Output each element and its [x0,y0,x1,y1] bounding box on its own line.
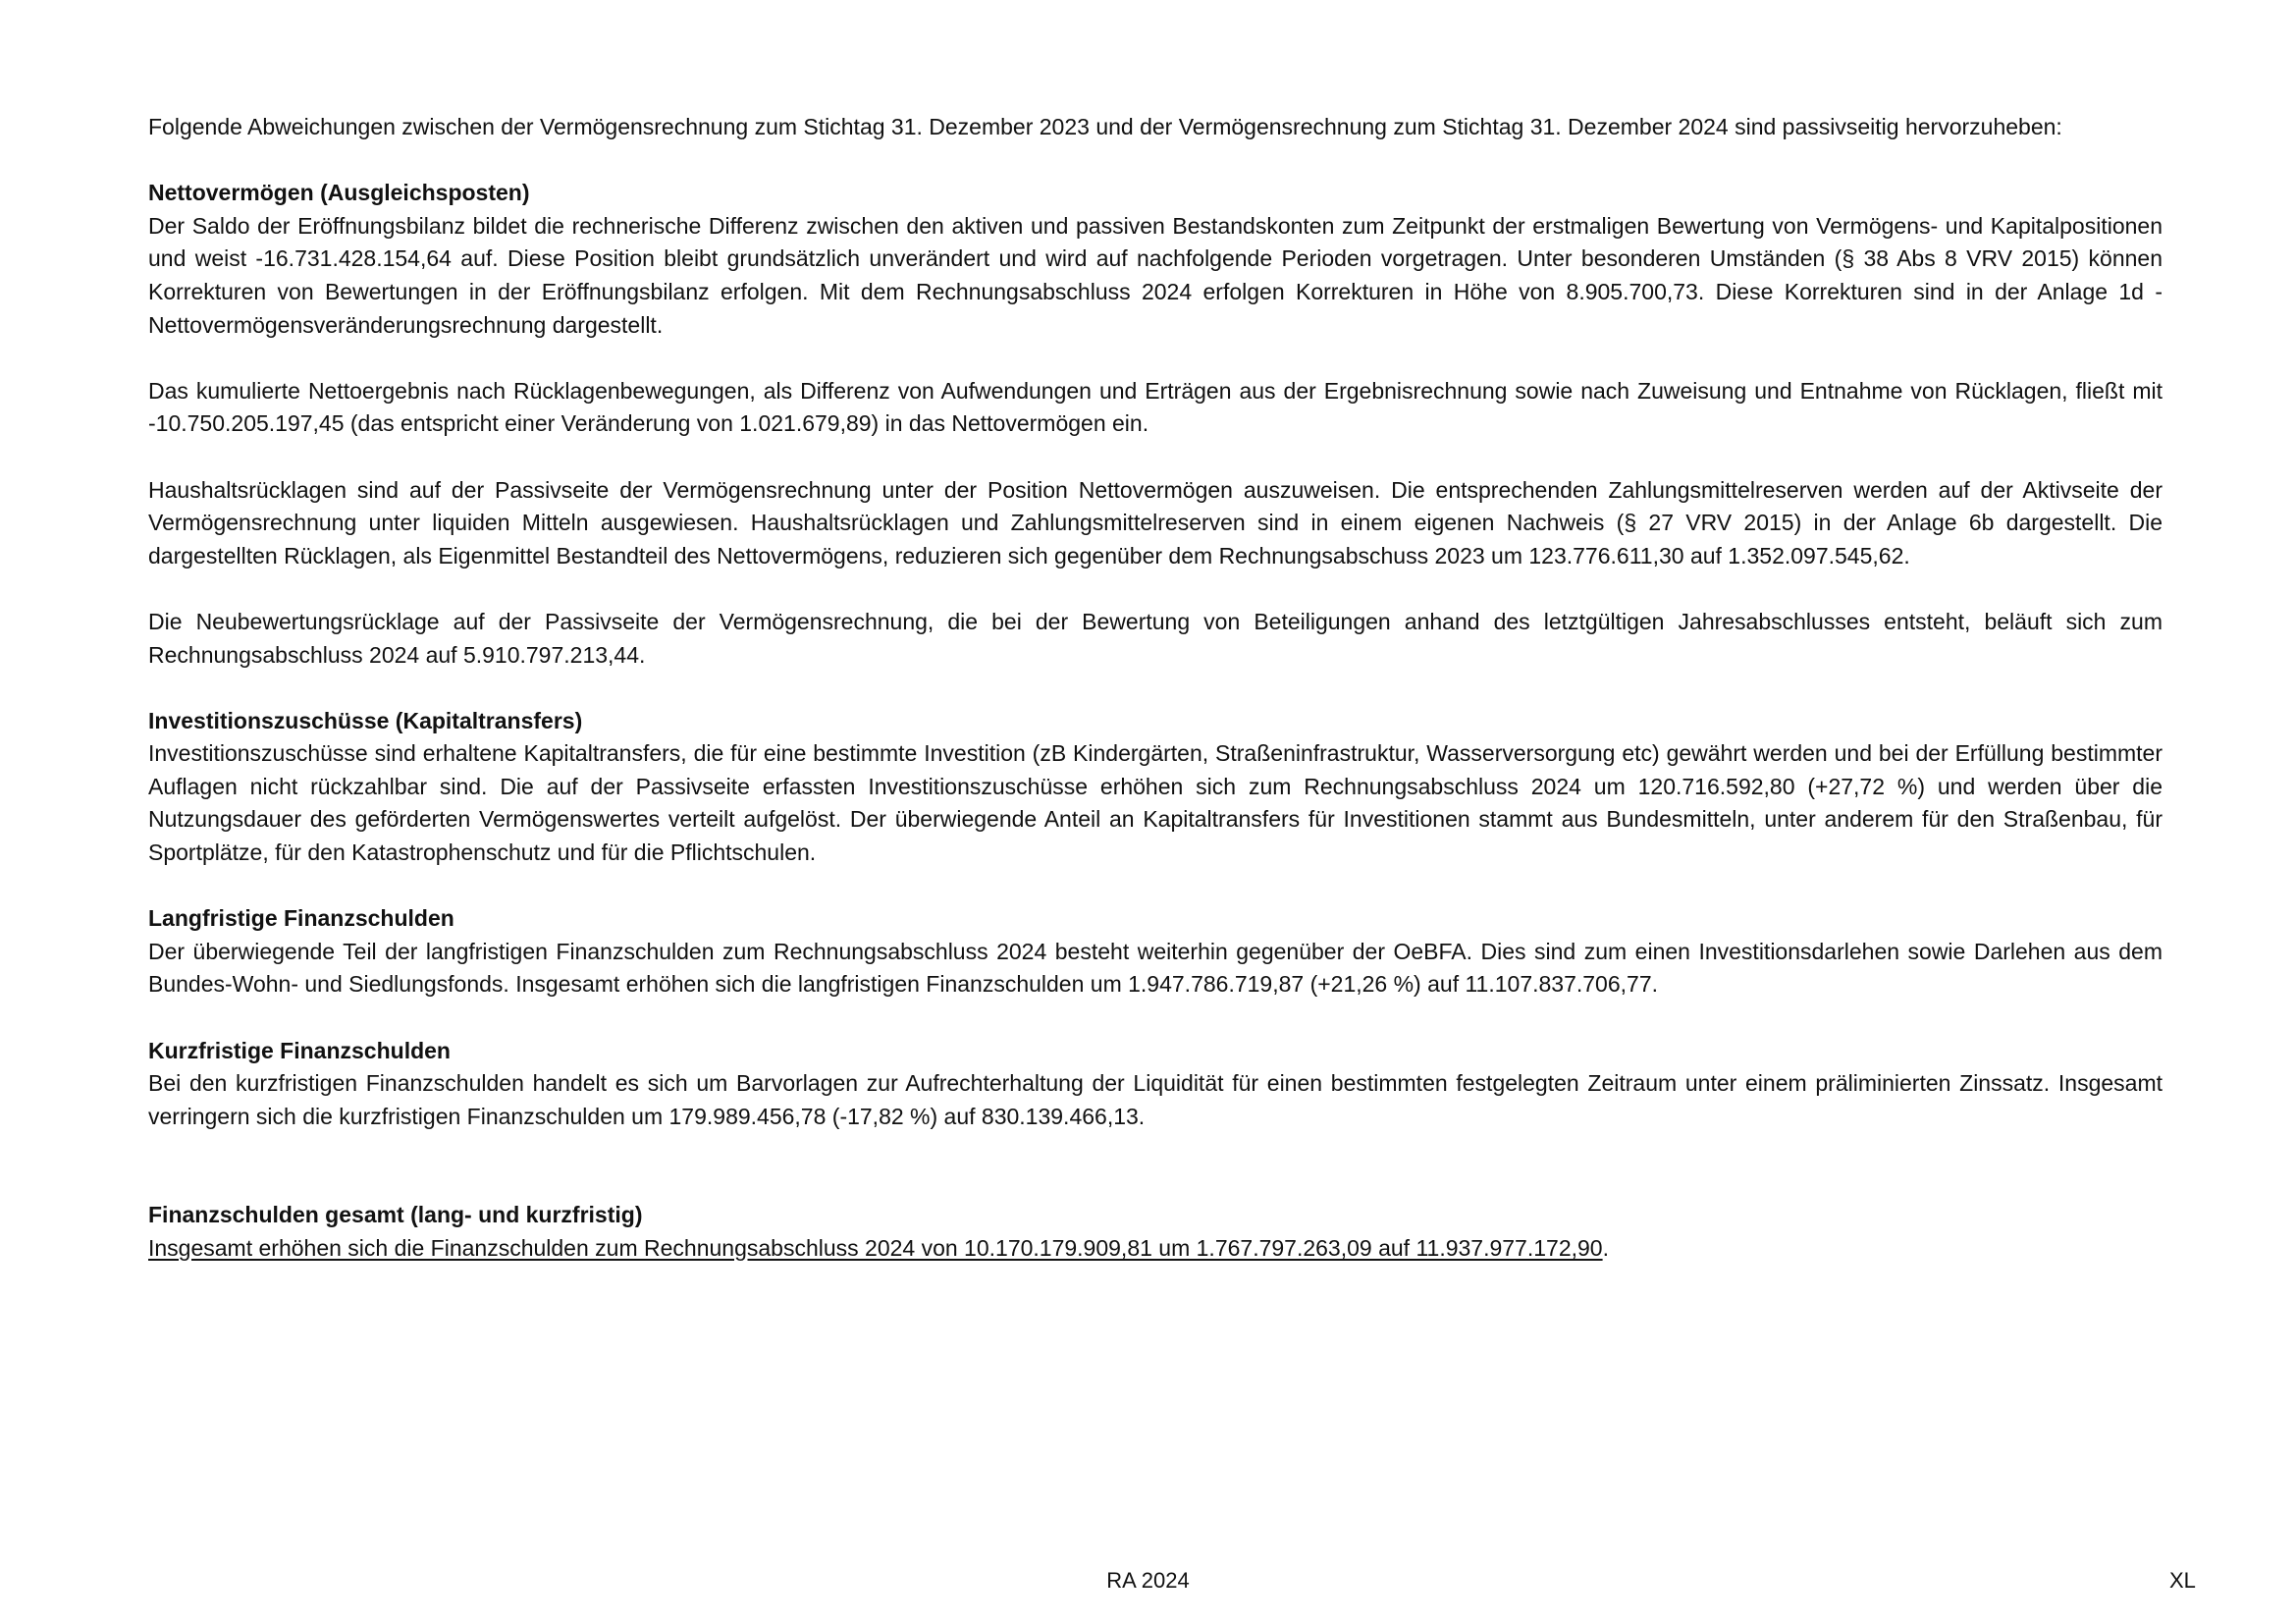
section-langfristige-finanzschulden [148,902,2163,1001]
intro-paragraph: Folgende Abweichungen zwischen der Vermögensrechnung zum Stichtag 31. Dezember 2023 und der Vermögensrechnung zum Stichtag 31. Dezember 2024 sind passivseitig hervorzuheben: [148,114,2062,139]
summary-period: . [1602,1235,1609,1261]
section-heading: Kurzfristige Finanzschulden [148,1037,451,1063]
footer-title: RA 2024 [1106,1568,1190,1593]
section-investitionszuschuesse [148,705,2163,870]
document-body [148,111,2163,1298]
section-kurzfristige-finanzschulden [148,1035,2163,1134]
section-heading: Finanzschulden gesamt (lang- und kurzfristig) [148,1202,643,1228]
section-nettovermoegen [148,177,2163,342]
section-heading: Investitionszuschüsse (Kapitaltransfers) [148,707,583,733]
paragraph: Das kumulierte Nettoergebnis nach Rücklagenbewegungen, als Differenz von Aufwendungen und Erträgen aus der Ergebnisrechnung sowie nach Zuweisung und Entnahme von Rücklagen, fließt mit -10.750.205.197,45 (das entspricht einer Veränderung von 1.021.679,89) in das Nettovermögen ein. [148,377,2163,437]
paragraph: Der überwiegende Teil der langfristigen Finanzschulden zum Rechnungsabschluss 2024 besteht weiterhin gegenüber der OeBFA. Dies sind zum einen Investitionsdarlehen sowie Darlehen aus dem Bundes-Wohn- und Siedlungsfonds. Insgesamt erhöhen sich die langfristigen Finanzschulden um 1.947.786.719,87 (+21,26 %) auf 11.107.837.706,77. [148,938,2163,998]
underlined-summary: Insgesamt erhöhen sich die Finanzschulden zum Rechnungsabschluss 2024 von 10.170.179.909,81 um 1.767.797.263,09 auf 11.937.977.172,90 [148,1235,1603,1261]
paragraph: Haushaltsrücklagen sind auf der Passivseite der Vermögensrechnung unter der Position Nettovermögen auszuweisen. Die entsprechenden Zahlungsmittelreserven werden auf der Aktivseite der Vermögensrechnung unter liquiden Mitteln ausgewiesen. Haushaltsrücklagen und Zahlungsmittelreserven sind in einem eigenen Nachweis (§ 27 VRV 2015) in der Anlage 6b dargestellt. Die dargestellten Rücklagen, als Eigenmittel Bestandteil des Nettovermögens, reduzieren sich gegenüber dem Rechnungsabschuss 2023 um 123.776.611,30 auf 1.352.097.545,62. [148,476,2163,568]
paragraph: Die Neubewertungsrücklage auf der Passivseite der Vermögensrechnung, die bei der Bewertung von Beteiligungen anhand des letztgültigen Jahresabschlusses entsteht, beläuft sich zum Rechnungsabschluss 2024 auf 5.910.797.213,44. [148,608,2163,668]
section-heading: Nettovermögen (Ausgleichsposten) [148,180,530,206]
paragraph: Der Saldo der Eröffnungsbilanz bildet die rechnerische Differenz zwischen den aktiven und passiven Bestandskonten zum Zeitpunkt der erstmaligen Bewertung von Vermögens- und Kapitalpositionen und weist -16.731.428.154,64 auf. Diese Position bleibt grundsätzlich unverändert und wird auf nachfolgende Perioden vorgetragen. Unter besonderen Umständen (§ 38 Abs 8 VRV 2015) können Korrekturen von Bewertungen in der Eröffnungsbilanz erfolgen. Mit dem Rechnungsabschluss 2024 erfolgen Korrekturen in Höhe von 8.905.700,73. Diese Korrekturen sind in der Anlage 1d - Nettovermögensveränderungsrechnung dargestellt. [148,212,2163,338]
section-finanzschulden-gesamt [148,1199,2163,1265]
page-number: XL [2169,1568,2196,1593]
paragraph: Bei den kurzfristigen Finanzschulden handelt es sich um Barvorlagen zur Aufrechterhaltung der Liquidität für einen bestimmten festgelegten Zeitraum unter einem präliminierten Zinssatz. Insgesamt verringern sich die kurzfristigen Finanzschulden um 179.989.456,78 (-17,82 %) auf 830.139.466,13. [148,1070,2163,1129]
section-heading: Langfristige Finanzschulden [148,905,454,932]
summary-line [148,1232,2163,1266]
paragraph: Investitionszuschüsse sind erhaltene Kapitaltransfers, die für eine bestimmte Investition (zB Kindergärten, Straßeninfrastruktur, Wasserversorgung etc) gewährt werden und bei der Erfüllung bestimmter Auflagen nicht rückzahlbar sind. Die auf der Passivseite erfassten Investitionszuschüsse erhöhen sich zum Rechnungsabschluss 2024 um 120.716.592,80 (+27,72 %) und werden über die Nutzungsdauer des geförderten Vermögenswertes verteilt aufgelöst. Der überwiegende Anteil an Kapitaltransfers für Investitionen stammt aus Bundesmitteln, unter anderem für den Straßenbau, für Sportplätze, für den Katastrophenschutz und für die Pflichtschulen. [148,740,2163,866]
